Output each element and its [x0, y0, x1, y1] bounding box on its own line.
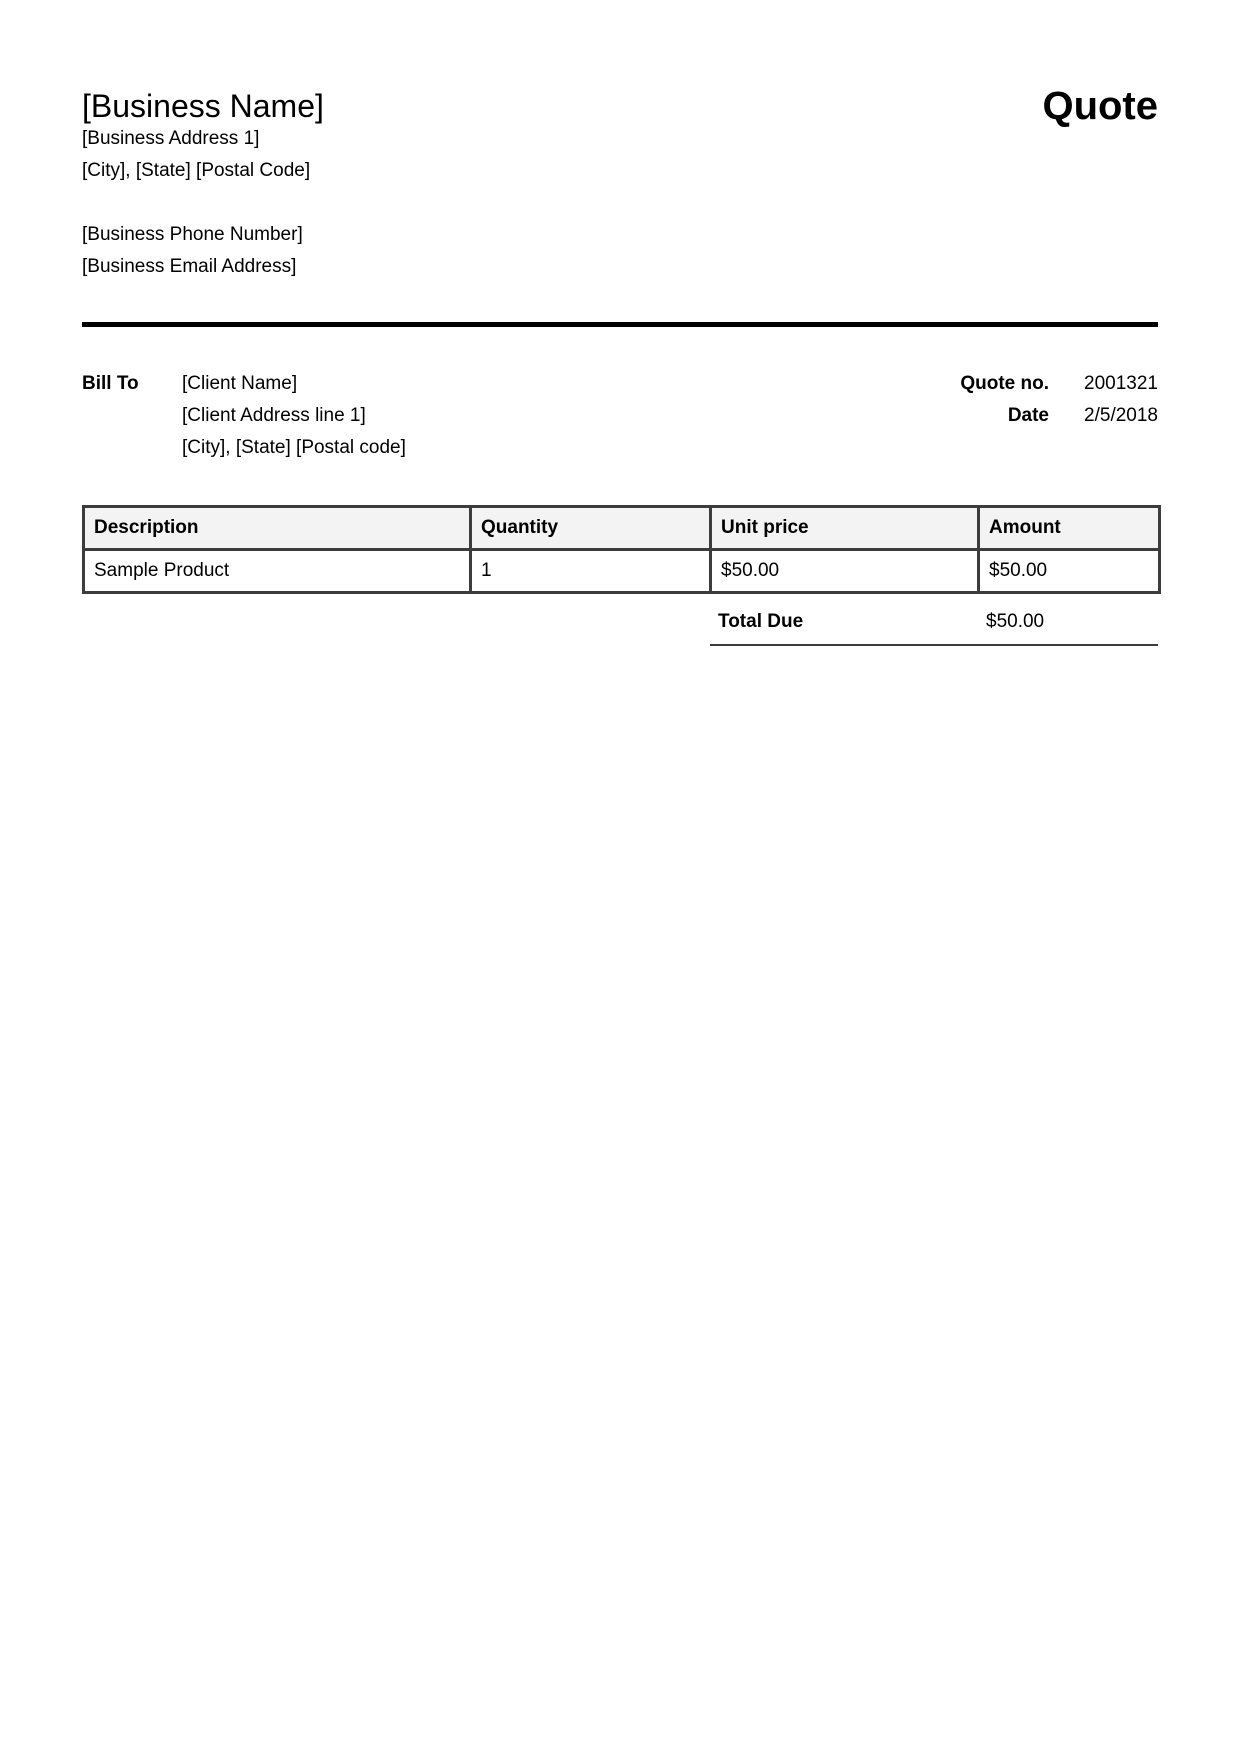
cell-unit-price: $50.00 — [711, 550, 979, 593]
business-address: [Business Address 1] — [82, 128, 260, 149]
total-due-value: $50.00 — [986, 611, 1045, 632]
header-unit-price: Unit price — [711, 507, 979, 550]
line-items-table — [82, 505, 1161, 594]
client-address: [Client Address line 1] — [182, 405, 366, 426]
business-name: [Business Name] — [82, 88, 324, 124]
document-title: Quote — [1042, 84, 1158, 128]
cell-quantity: 1 — [471, 550, 711, 593]
table-row — [84, 550, 1160, 593]
client-name: [Client Name] — [182, 373, 298, 394]
total-due-label: Total Due — [718, 611, 804, 632]
cell-amount: $50.00 — [979, 550, 1160, 593]
date-label: Date — [1007, 405, 1049, 426]
quote-date: 2/5/2018 — [1084, 405, 1158, 426]
client-city-state-zip: [City], [State] [Postal code] — [182, 437, 406, 458]
quote-number: 2001321 — [1084, 373, 1158, 394]
header-quantity: Quantity — [471, 507, 711, 550]
quote-number-label: Quote no. — [960, 373, 1049, 394]
header-divider — [82, 322, 1158, 327]
total-due-row — [710, 598, 1158, 646]
header-description: Description — [84, 507, 471, 550]
header-amount: Amount — [979, 507, 1160, 550]
cell-description: Sample Product — [84, 550, 471, 593]
business-city-state-zip: [City], [State] [Postal Code] — [82, 160, 311, 181]
business-phone: [Business Phone Number] — [82, 224, 303, 245]
business-email: [Business Email Address] — [82, 256, 297, 277]
table-header-row — [84, 507, 1160, 550]
bill-to-label: Bill To — [82, 373, 139, 394]
